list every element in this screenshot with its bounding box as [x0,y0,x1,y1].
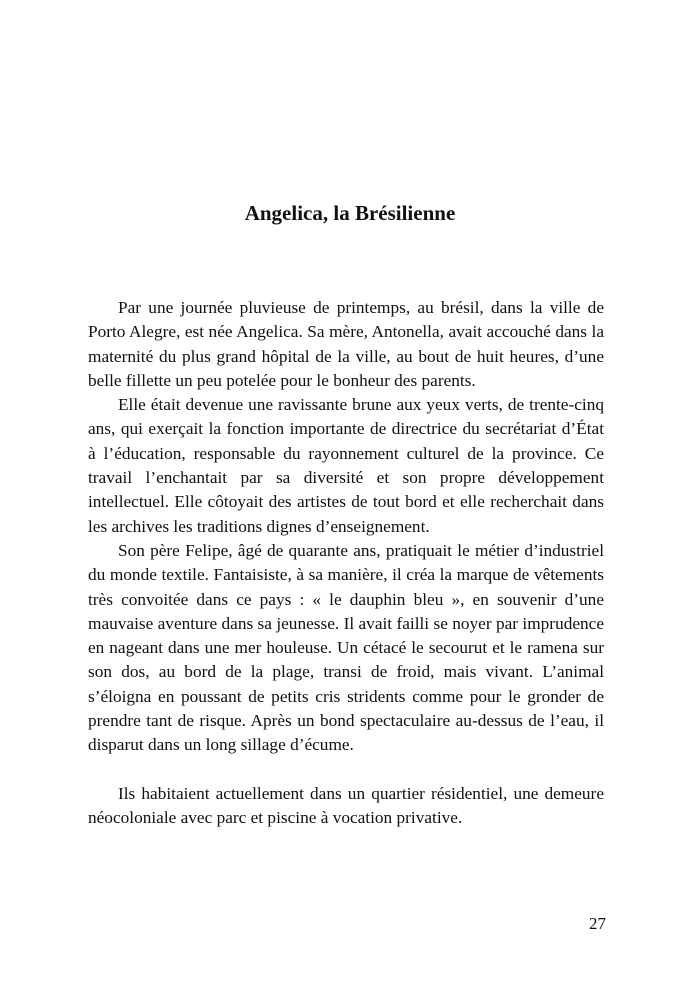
paragraph-gap [88,758,604,782]
paragraph-3: Son père Felipe, âgé de quarante ans, pratiquait le métier d’industriel du monde textile. Fantaisiste, à sa manière, il créa la marque de vêtements très convoitée dans ce pays : « le dauphin bleu », en souvenir d’une mauvaise aventure dans sa jeunesse. Il avait failli se noyer par imprudence en nageant dans une mer houleuse. Un cétacé le secourut et le ramena sur son dos, au bord de la plage, transi de froid, mais vivant. L’animal s’éloigna en poussant de petits cris stridents comme pour le gronder de prendre tant de risque. Après un bond spectaculaire au-dessus de l’eau, il disparut dans un long sillage d’écume. [88,540,604,755]
chapter-body [88,296,604,831]
paragraph-2: Elle était devenue une ravissante brune aux yeux verts, de trente-cinq ans, qui exerçait la fonction importante de directrice du secrétariat d’État à l’éducation, responsable du rayonnement culturel de la province. Ce travail l’enchantait par sa diversité et son propre développement intellectuel. Elle côtoyait des artistes de tout bord et elle recherchait dans les archives les traditions dignes d’enseignement. [88,395,604,536]
paragraph-4: Ils habitaient actuellement dans un quartier résidentiel, une demeure néocoloniale avec parc et piscine à vocation privative. [88,783,604,828]
chapter-title: Angelica, la Brésilienne [244,201,456,225]
paragraph-1: Par une journée pluvieuse de printemps, au brésil, dans la ville de Porto Alegre, est née Angelica. Sa mère, Antonella, avait accouché dans la maternité du plus grand hôpital de la ville, au bout de huit heures, d’une belle fillette un peu potelée pour le bonheur des parents. [88,298,604,390]
page-number: 27 [589,914,606,933]
